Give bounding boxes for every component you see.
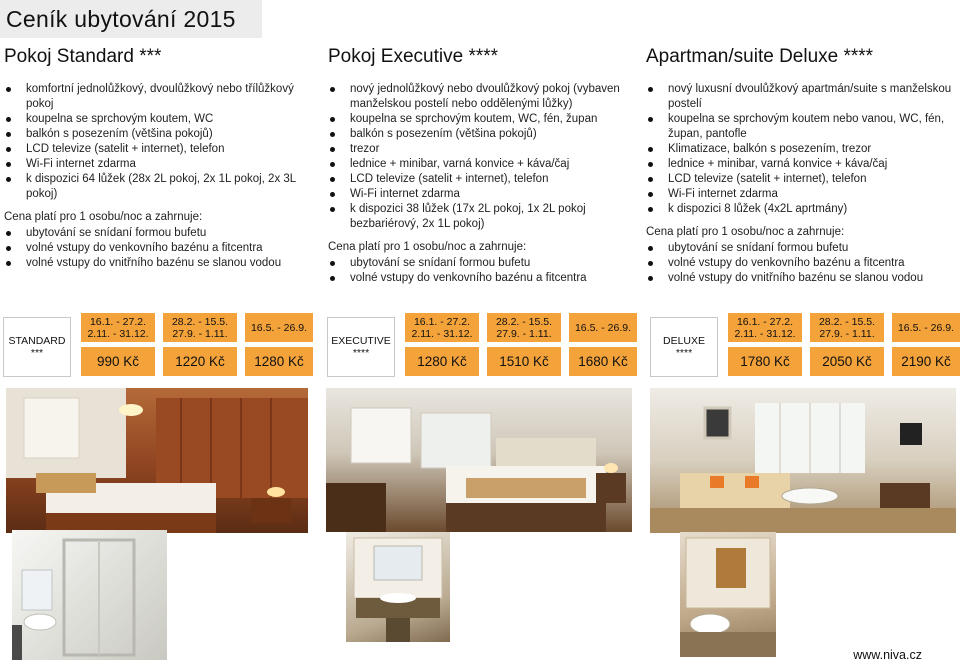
period-cell (728, 313, 802, 342)
period-line: 28.2. - 15.5. (818, 315, 876, 328)
room-type-stars: *** (30, 347, 44, 359)
list-item: balkón s posezením (většina pokojů) (4, 127, 314, 142)
price-cell: 1780 Kč (728, 347, 802, 376)
includes-list (646, 241, 956, 286)
feature-list (646, 82, 956, 217)
list-item: volné vstupy do venkovního bazénu a fitcentra (4, 241, 314, 256)
period-cell (892, 313, 960, 342)
price-cell: 1280 Kč (245, 347, 313, 376)
room-type-name: STANDARD (8, 335, 66, 347)
standard-bathroom-photo (12, 530, 167, 660)
period-cell (81, 313, 155, 342)
list-item: lednice + minibar, varná konvice + káva/čaj (328, 157, 628, 172)
list-item: Klimatizace, balkón s posezením, trezor (646, 142, 956, 157)
period-cell (810, 313, 884, 342)
deluxe-room-photo (650, 388, 956, 533)
period-cell (487, 313, 561, 342)
price-cell: 1280 Kč (405, 347, 479, 376)
feature-list (4, 82, 314, 202)
list-item: volné vstupy do venkovního bazénu a fitcentra (328, 271, 628, 286)
period-line: 2.11. - 31.12. (411, 327, 473, 340)
list-item: k dispozici 38 lůžek (17x 2L pokoj, 1x 2L pokoj bezbariérový, 2x 1L pokoj) (328, 202, 628, 232)
price-cell: 1510 Kč (487, 347, 561, 376)
period-line: 2.11. - 31.12. (87, 327, 149, 340)
period-line: 16.5. - 26.9. (574, 321, 632, 334)
list-item: koupelna se sprchovým koutem nebo vanou, WC, fén, župan, pantofle (646, 112, 956, 142)
period-line: 2.11. - 31.12. (734, 327, 796, 340)
column-heading: Pokoj Standard *** (4, 46, 162, 67)
list-item: Wi-Fi internet zdarma (646, 187, 956, 202)
price-cell: 2050 Kč (810, 347, 884, 376)
list-item: koupelna se sprchovým koutem, WC, fén, župan (328, 112, 628, 127)
column-standard (4, 44, 314, 271)
feature-list (328, 82, 628, 232)
executive-bathroom-photo (346, 532, 450, 642)
period-cell (245, 313, 313, 342)
period-line: 28.2. - 15.5. (171, 315, 229, 328)
period-line: 27.9. - 1.11. (496, 327, 552, 340)
period-line: 16.5. - 26.9. (897, 321, 955, 334)
period-cell (569, 313, 637, 342)
column-deluxe (646, 44, 956, 286)
price-cell: 990 Kč (81, 347, 155, 376)
price-cell: 2190 Kč (892, 347, 960, 376)
list-item: ubytování se snídaní formou bufetu (4, 226, 314, 241)
period-line: 16.1. - 27.2. (89, 315, 147, 328)
room-type-name: DELUXE (662, 335, 705, 347)
list-item: volné vstupy do venkovního bazénu a fitcentra (646, 256, 956, 271)
executive-room-photo (326, 388, 632, 532)
price-cell: 1220 Kč (163, 347, 237, 376)
period-line: 16.1. - 27.2. (413, 315, 471, 328)
page-title: Ceník ubytování 2015 (0, 0, 262, 38)
list-item: koupelna se sprchovým koutem, WC (4, 112, 314, 127)
list-item: k dispozici 8 lůžek (4x2L aprtmány) (646, 202, 956, 217)
list-item: balkón s posezením (většina pokojů) (328, 127, 628, 142)
room-type-name: EXECUTIVE (331, 335, 391, 347)
column-heading: Apartman/suite Deluxe **** (646, 46, 874, 67)
list-item: LCD televize (satelit + internet), telefon (328, 172, 628, 187)
list-item: ubytování se snídaní formou bufetu (328, 256, 628, 271)
period-line: 28.2. - 15.5. (495, 315, 553, 328)
period-cell (405, 313, 479, 342)
includes-list (4, 226, 314, 271)
room-type-label (3, 317, 71, 377)
list-item: trezor (328, 142, 628, 157)
period-cell (163, 313, 237, 342)
list-item: nový jednolůžkový nebo dvoulůžkový pokoj (vybaven manželskou postelí nebo oddělenými lůžky) (328, 82, 628, 112)
list-item: komfortní jednolůžkový, dvoulůžkový nebo třílůžkový pokoj (4, 82, 314, 112)
period-line: 16.1. - 27.2. (736, 315, 794, 328)
room-type-stars: **** (352, 347, 370, 359)
column-heading: Pokoj Executive **** (328, 46, 499, 67)
deluxe-bathroom-photo (680, 532, 776, 657)
list-item: Wi-Fi internet zdarma (328, 187, 628, 202)
list-item: lednice + minibar, varná konvice + káva/čaj (646, 157, 956, 172)
list-item: Wi-Fi internet zdarma (4, 157, 314, 172)
room-type-stars: **** (675, 347, 693, 359)
list-item: nový luxusní dvoulůžkový apartmán/suite s manželskou postelí (646, 82, 956, 112)
standard-room-photo (6, 388, 308, 533)
period-line: 27.9. - 1.11. (819, 327, 875, 340)
column-executive (328, 44, 628, 286)
price-note: Cena platí pro 1 osobu/noc a zahrnuje: (328, 241, 527, 253)
list-item: k dispozici 64 lůžek (28x 2L pokoj, 2x 1L pokoj, 2x 3L pokoj) (4, 172, 314, 202)
list-item: volné vstupy do vnitřního bazénu se slanou vodou (4, 256, 314, 271)
price-note: Cena platí pro 1 osobu/noc a zahrnuje: (4, 211, 203, 223)
price-cell: 1680 Kč (569, 347, 637, 376)
list-item: volné vstupy do vnitřního bazénu se slanou vodou (646, 271, 956, 286)
room-type-label (650, 317, 718, 377)
period-line: 27.9. - 1.11. (172, 327, 228, 340)
list-item: ubytování se snídaní formou bufetu (646, 241, 956, 256)
period-line: 16.5. - 26.9. (250, 321, 308, 334)
list-item: LCD televize (satelit + internet), telefon (4, 142, 314, 157)
room-type-label (327, 317, 395, 377)
website-link[interactable]: www.niva.cz (853, 648, 922, 662)
price-note: Cena platí pro 1 osobu/noc a zahrnuje: (646, 226, 845, 238)
includes-list (328, 256, 628, 286)
list-item: LCD televize (satelit + internet), telefon (646, 172, 956, 187)
